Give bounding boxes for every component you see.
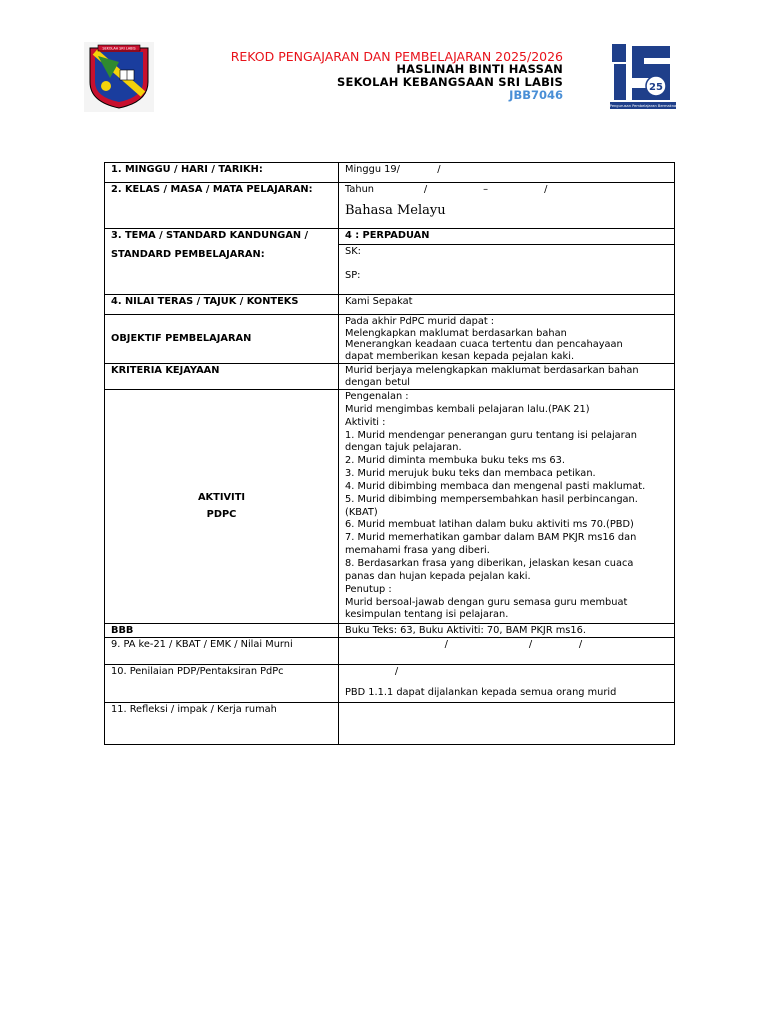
table-row-bbb xyxy=(105,624,675,638)
activity-line: 8. Berdasarkan frasa yang diberikan, jelaskan kesan cuaca xyxy=(345,557,634,569)
lesson-plan-table xyxy=(104,162,675,745)
activity-line: Penutup : xyxy=(345,583,392,595)
criteria-line: Murid berjaya melengkapkan maklumat berdasarkan bahan xyxy=(345,365,639,376)
value-text: Kami Sepakat xyxy=(339,295,675,315)
reflection-value[interactable] xyxy=(339,703,675,745)
theme-label-line1: 3. TEMA / STANDARD KANDUNGAN / xyxy=(111,230,309,241)
objective-line: dapat memberikan kesan kepada pejalan kaki. xyxy=(345,350,575,362)
class-value xyxy=(339,183,675,229)
activity-line: 4. Murid dibimbing membaca dan mengenal pasti maklumat. xyxy=(345,480,646,492)
activity-line: 2. Murid diminta membuka buku teks ms 63. xyxy=(345,455,565,467)
class-label: 2. KELAS / MASA / MATA PELAJARAN: xyxy=(105,183,339,229)
objective-line: Menerangkan keadaan cuaca tertentu dan pencahayaan xyxy=(345,339,623,350)
table-row-theme xyxy=(105,229,675,295)
objective-line: Pada akhir PdPC murid dapat : xyxy=(345,316,495,327)
reflection-label: 11. Refleksi / impak / Kerja rumah xyxy=(105,703,339,745)
svg-text:SEKOLAH SRI LABIS: SEKOLAH SRI LABIS xyxy=(102,46,136,51)
activity-label-line1: AKTIVITI xyxy=(197,491,246,503)
ppb-25-logo xyxy=(610,42,676,110)
bbb-label: BBB xyxy=(105,624,339,638)
subject-name: Bahasa Melayu xyxy=(345,202,446,218)
activity-line: 5. Murid dibimbing mempersembahkan hasil perbincangan. xyxy=(345,493,638,505)
activity-line: kesimpulan tentang isi pelajaran. xyxy=(345,609,509,621)
objective-label: OBJEKTIF PEMBELAJARAN xyxy=(105,315,339,364)
svg-text:25: 25 xyxy=(649,82,663,93)
pak21-value: / / / xyxy=(339,638,675,665)
document-header xyxy=(231,50,563,102)
activity-line: panas dan hujan kepada pejalan kaki. xyxy=(345,570,531,582)
sk-label: SK: xyxy=(345,245,361,257)
table-row-week xyxy=(105,163,675,183)
bbb-value: Buku Teks: 63, Buku Aktiviti: 70, BAM PKJR ms16. xyxy=(339,624,675,638)
class-time-line: Tahun / – / xyxy=(345,184,548,195)
activity-line: 1. Murid mendengar penerangan guru tentang isi pelajaran xyxy=(345,429,637,441)
activity-line: Murid mengimbas kembali pelajaran lalu.(PAK 21) xyxy=(345,403,590,415)
activity-line: memahami frasa yang diberi. xyxy=(345,545,490,557)
assessment-value xyxy=(339,665,675,703)
activity-label xyxy=(105,390,339,624)
activity-value xyxy=(339,390,675,624)
objective-value xyxy=(339,315,675,364)
sp-label: SP: xyxy=(345,270,361,282)
assessment-line1: / xyxy=(345,666,399,678)
table-row-pak21 xyxy=(105,638,675,665)
table-row-criteria xyxy=(105,364,675,390)
assessment-line2: PBD 1.1.1 dapat dijalankan kepada semua orang murid xyxy=(345,686,617,698)
table-row-activity xyxy=(105,390,675,624)
criteria-line: dengan betul xyxy=(345,376,411,388)
table-row-reflection xyxy=(105,703,675,745)
theme-title: 4 : PERPADUAN xyxy=(339,229,674,245)
week-value: Minggu 19/ / xyxy=(339,163,675,183)
table-row-class xyxy=(105,183,675,229)
theme-label xyxy=(105,229,339,295)
document-title: REKOD PENGAJARAN DAN PEMBELAJARAN 2025/2026 xyxy=(230,49,563,64)
criteria-label: KRITERIA KEJAYAAN xyxy=(105,364,339,390)
criteria-value xyxy=(339,364,675,390)
value-label: 4. NILAI TERAS / TAJUK / KONTEKS xyxy=(105,295,339,315)
activity-line: 7. Murid memerhatikan gambar dalam BAM PKJR ms16 dan xyxy=(345,532,637,544)
table-row-assessment xyxy=(105,665,675,703)
school-name: SEKOLAH KEBANGSAAN SRI LABIS xyxy=(337,75,563,89)
objective-line: Melengkapkan maklumat berdasarkan bahan xyxy=(345,327,567,339)
activity-line: 6. Murid membuat latihan dalam buku aktiviti ms 70.(PBD) xyxy=(345,519,634,531)
assessment-label: 10. Penilaian PDP/Pentaksiran PdPc xyxy=(105,665,339,703)
school-crest-logo xyxy=(84,42,154,112)
activity-line: dengan tajuk pelajaran. xyxy=(345,442,462,454)
activity-line: 3. Murid merujuk buku teks dan membaca petikan. xyxy=(345,468,596,480)
svg-text:Pengurusan Pembelajaran Bermak: Pengurusan Pembelajaran Bermakna xyxy=(610,104,676,109)
school-code: JBB7046 xyxy=(509,88,563,102)
table-row-value xyxy=(105,295,675,315)
activity-label-line2: PDPC xyxy=(206,509,237,521)
teacher-name: HASLINAH BINTI HASSAN xyxy=(396,62,563,76)
table-row-objective xyxy=(105,315,675,364)
theme-value xyxy=(339,229,675,295)
week-label: 1. MINGGU / HARI / TARIKH: xyxy=(105,163,339,183)
activity-line: Pengenalan : xyxy=(345,391,409,402)
theme-label-line2: STANDARD PEMBELAJARAN: xyxy=(111,248,265,260)
activity-line: Murid bersoal-jawab dengan guru semasa guru membuat xyxy=(345,596,628,608)
activity-line: Aktiviti : xyxy=(345,416,386,428)
pak21-label: 9. PA ke-21 / KBAT / EMK / Nilai Murni xyxy=(105,638,339,665)
activity-line: (KBAT) xyxy=(345,506,378,518)
